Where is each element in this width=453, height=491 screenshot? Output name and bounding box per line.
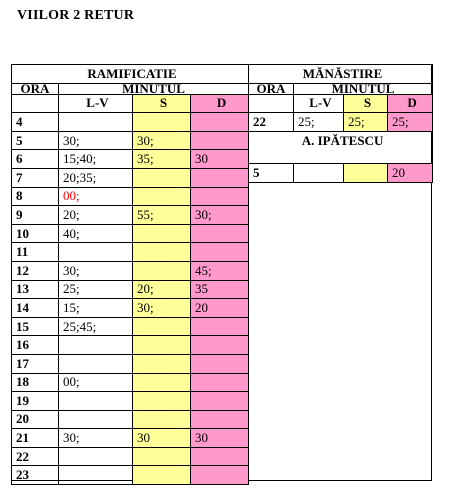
hour-cell: 16 xyxy=(12,336,59,355)
minutul-header: MINUTUL xyxy=(294,83,433,94)
ora-spacer xyxy=(12,94,59,113)
minute-lv-cell: 20;35; xyxy=(59,168,133,187)
minute-lv-cell: 15; xyxy=(59,299,133,318)
hour-cell: 22 xyxy=(249,113,294,132)
minute-d-cell xyxy=(191,354,249,373)
left-rows xyxy=(12,113,249,485)
minute-lv-cell: 20; xyxy=(59,206,133,225)
minute-lv-cell xyxy=(59,447,133,466)
minutul-header: MINUTUL xyxy=(59,83,249,94)
minute-s-cell: 30; xyxy=(133,131,191,150)
minute-s-cell: 35; xyxy=(133,150,191,169)
minute-d-cell xyxy=(191,168,249,187)
hour-cell: 5 xyxy=(249,164,294,183)
table-row xyxy=(12,354,249,373)
minute-d-cell: 35 xyxy=(191,280,249,299)
minute-s-cell: 20; xyxy=(133,280,191,299)
table-row xyxy=(249,113,433,132)
minute-d-cell xyxy=(191,392,249,411)
spacer-row xyxy=(249,149,433,164)
day-s-header: S xyxy=(344,94,388,113)
hour-cell: 23 xyxy=(12,466,59,485)
minute-lv-cell xyxy=(59,336,133,355)
minute-lv-cell xyxy=(59,410,133,429)
day-d-header: D xyxy=(388,94,433,113)
day-d-header: D xyxy=(191,94,249,113)
minute-d-cell: 25; xyxy=(388,113,433,132)
table-row xyxy=(12,131,249,150)
minute-d-cell: 45; xyxy=(191,261,249,280)
minute-d-cell: 20 xyxy=(388,164,433,183)
minute-lv-cell: 25;45; xyxy=(59,317,133,336)
day-lv-header: L-V xyxy=(294,94,344,113)
minute-d-cell xyxy=(191,187,249,206)
minute-lv-cell: 30; xyxy=(59,429,133,448)
hour-cell: 11 xyxy=(12,243,59,262)
hour-cell: 21 xyxy=(12,429,59,448)
table-row xyxy=(12,187,249,206)
hour-cell: 5 xyxy=(12,131,59,150)
hour-cell: 14 xyxy=(12,299,59,318)
minute-d-cell xyxy=(191,447,249,466)
minute-d-cell xyxy=(191,243,249,262)
hour-cell: 20 xyxy=(12,410,59,429)
day-lv-header: L-V xyxy=(59,94,133,113)
minute-lv-cell: 00; xyxy=(59,187,133,206)
hour-cell: 4 xyxy=(12,113,59,132)
hour-cell: 7 xyxy=(12,168,59,187)
ora-header: ORA xyxy=(249,83,294,94)
minute-d-cell xyxy=(191,131,249,150)
table-row xyxy=(12,429,249,448)
table-row xyxy=(12,168,249,187)
hour-cell: 17 xyxy=(12,354,59,373)
minute-s-cell xyxy=(133,392,191,411)
minute-d-cell: 30; xyxy=(191,206,249,225)
station-name-2: A. IPĂTESCU xyxy=(249,131,433,149)
minute-s-cell xyxy=(133,336,191,355)
hour-cell: 9 xyxy=(12,206,59,225)
minute-s-cell xyxy=(133,224,191,243)
table-row xyxy=(12,224,249,243)
ora-spacer xyxy=(249,94,294,113)
hour-cell: 22 xyxy=(12,447,59,466)
minute-lv-cell xyxy=(59,113,133,132)
minute-d-cell xyxy=(191,466,249,485)
minute-s-cell xyxy=(133,168,191,187)
minute-lv-cell xyxy=(59,466,133,485)
minute-s-cell xyxy=(133,447,191,466)
hour-cell: 8 xyxy=(12,187,59,206)
minute-s-cell: 25; xyxy=(344,113,388,132)
minute-s-cell xyxy=(133,317,191,336)
minute-d-cell xyxy=(191,113,249,132)
minute-lv-cell: 00; xyxy=(59,373,133,392)
minute-lv-cell xyxy=(59,354,133,373)
hour-cell: 13 xyxy=(12,280,59,299)
hour-cell: 19 xyxy=(12,392,59,411)
minute-s-cell xyxy=(133,187,191,206)
minute-lv-cell: 15;40; xyxy=(59,150,133,169)
minute-lv-cell: 40; xyxy=(59,224,133,243)
minute-s-cell: 30 xyxy=(133,429,191,448)
table-row xyxy=(12,243,249,262)
day-s-header: S xyxy=(133,94,191,113)
table-row xyxy=(12,113,249,132)
minute-s-cell xyxy=(133,243,191,262)
table-row xyxy=(249,164,433,183)
minute-d-cell xyxy=(191,410,249,429)
minute-s-cell xyxy=(133,373,191,392)
minute-s-cell xyxy=(133,113,191,132)
minute-d-cell xyxy=(191,373,249,392)
minute-d-cell xyxy=(191,336,249,355)
hour-cell: 10 xyxy=(12,224,59,243)
minute-lv-cell: 30; xyxy=(59,261,133,280)
station-name: RAMIFICATIE xyxy=(12,65,249,84)
minute-lv-cell: 30; xyxy=(59,131,133,150)
table-row xyxy=(12,336,249,355)
table-row xyxy=(12,373,249,392)
table-row xyxy=(12,466,249,485)
minute-d-cell: 20 xyxy=(191,299,249,318)
table-row xyxy=(12,299,249,318)
minute-s-cell xyxy=(133,261,191,280)
minute-s-cell xyxy=(133,354,191,373)
minute-s-cell: 30; xyxy=(133,299,191,318)
minute-d-cell: 30 xyxy=(191,429,249,448)
table-row xyxy=(12,206,249,225)
table-row xyxy=(12,410,249,429)
minute-s-cell xyxy=(133,466,191,485)
table-row xyxy=(12,317,249,336)
station-name: MĂNĂSTIRE xyxy=(249,65,433,84)
minute-d-cell xyxy=(191,224,249,243)
hour-cell: 18 xyxy=(12,373,59,392)
hour-cell: 15 xyxy=(12,317,59,336)
minute-d-cell: 30 xyxy=(191,150,249,169)
ora-header: ORA xyxy=(12,83,59,94)
minute-s-cell xyxy=(344,164,388,183)
table-row xyxy=(12,392,249,411)
page-title: VIILOR 2 RETUR xyxy=(17,8,135,23)
minute-lv-cell xyxy=(59,243,133,262)
minute-d-cell xyxy=(191,317,249,336)
table-row xyxy=(12,261,249,280)
minute-lv-cell xyxy=(294,164,344,183)
minute-lv-cell: 25; xyxy=(59,280,133,299)
minute-lv-cell xyxy=(59,392,133,411)
hour-cell: 12 xyxy=(12,261,59,280)
minute-s-cell: 55; xyxy=(133,206,191,225)
table-row xyxy=(12,150,249,169)
manastire-timetable xyxy=(248,64,433,183)
ramificatie-timetable xyxy=(11,64,249,485)
table-row xyxy=(12,280,249,299)
hour-cell: 6 xyxy=(12,150,59,169)
minute-lv-cell: 25; xyxy=(294,113,344,132)
table-row xyxy=(12,447,249,466)
minute-s-cell xyxy=(133,410,191,429)
